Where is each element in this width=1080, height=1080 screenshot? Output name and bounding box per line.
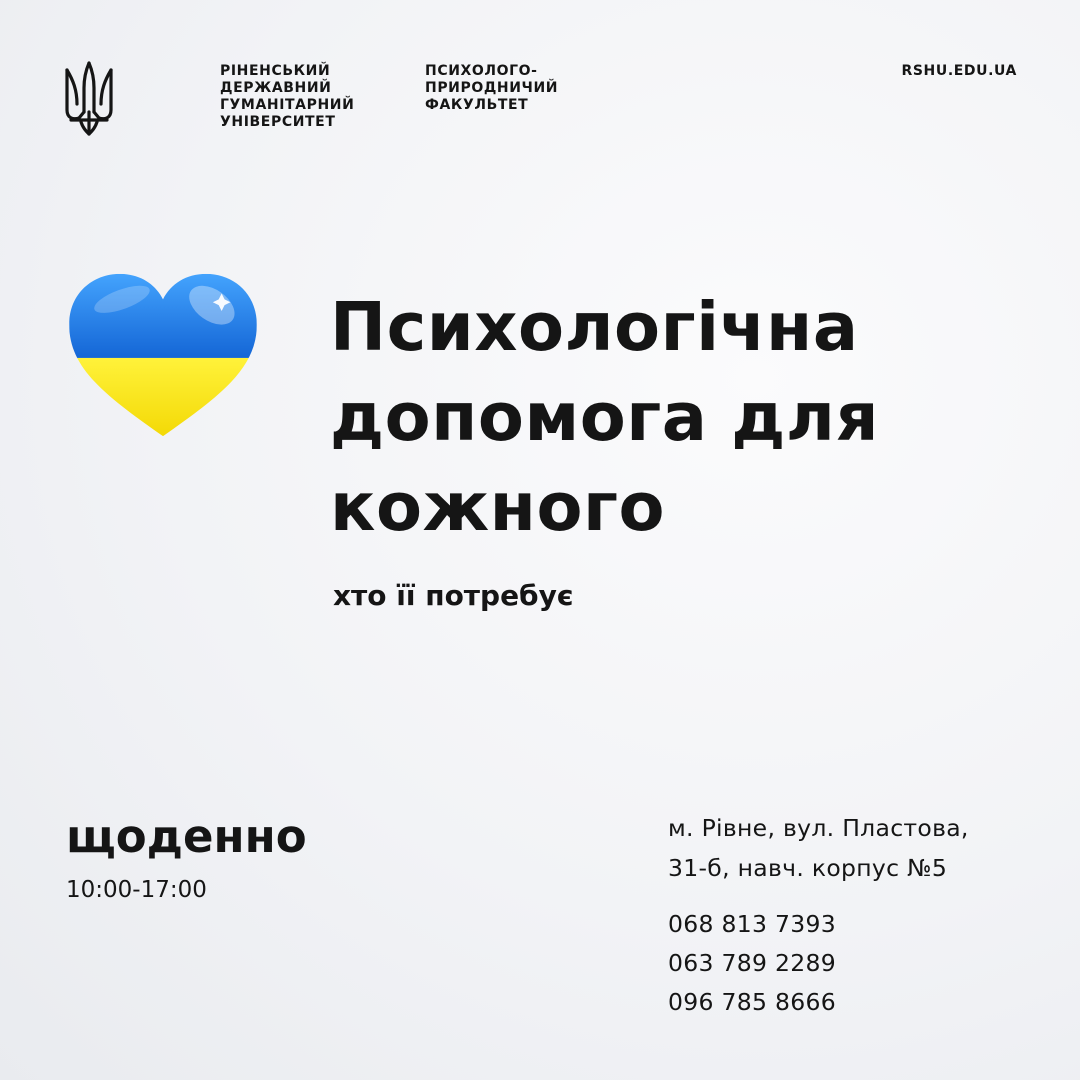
- phone-number[interactable]: 063 789 2289: [668, 949, 837, 977]
- university-name: РІНЕНСЬКИЙ ДЕРЖАВНИЙ ГУМАНІТАРНИЙ УНІВЕРСИТЕТ: [220, 63, 355, 130]
- schedule-hours: 10:00-17:00: [66, 877, 207, 903]
- address-line: 31-б, навч. корпус №5: [668, 854, 948, 882]
- headline: Психологічна допомога для кожного: [330, 288, 880, 546]
- schedule-label: щоденно: [66, 810, 307, 863]
- phone-number[interactable]: 096 785 8666: [668, 988, 837, 1016]
- ukrainian-flag-heart-icon: [65, 270, 261, 442]
- faculty-name: ПСИХОЛОГО- ПРИРОДНИЧИЙ ФАКУЛЬТЕТ: [425, 63, 559, 113]
- address: [668, 808, 1048, 888]
- phone-number[interactable]: 068 813 7393: [668, 910, 837, 938]
- website-link[interactable]: RSHU.EDU.UA: [901, 63, 1017, 79]
- trident-icon: [63, 60, 115, 138]
- subtitle: хто її потребує: [333, 579, 574, 612]
- phone-list: [668, 905, 968, 1022]
- address-line: м. Рівне, вул. Пластова,: [668, 814, 969, 842]
